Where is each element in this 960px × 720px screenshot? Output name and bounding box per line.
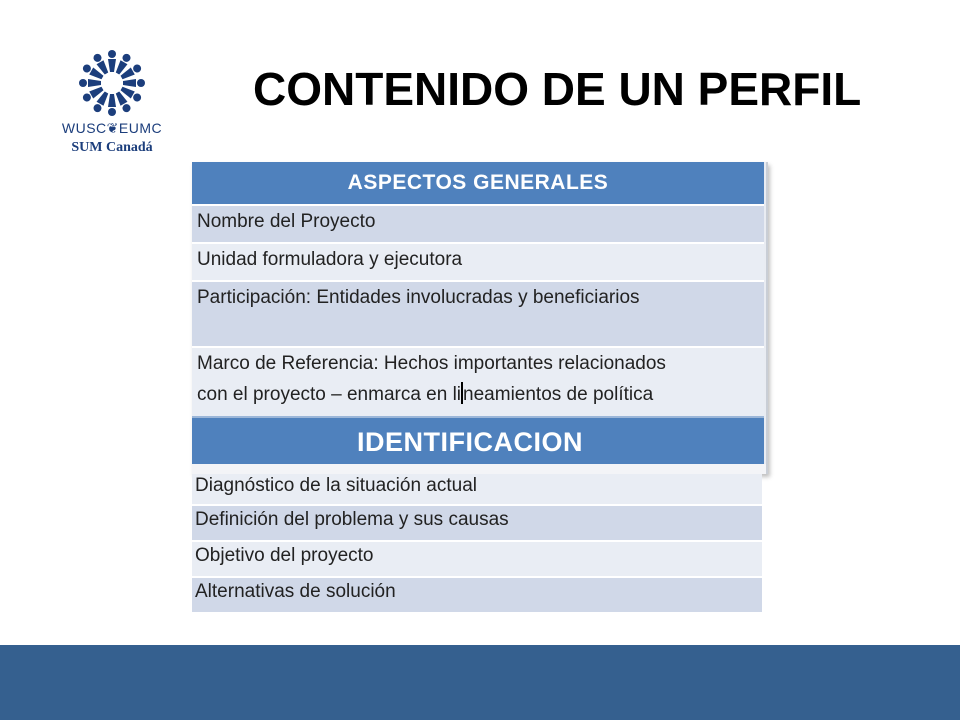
identificacion-table: [192, 474, 762, 616]
table-row: [192, 346, 764, 416]
table-row: [192, 204, 764, 242]
snowflake-people-icon: [77, 48, 147, 118]
aspectos-generales-table: [192, 162, 768, 474]
logo-text: WUSC❦EUMC: [61, 120, 163, 136]
row-text: Marco de Referencia: Hechos importantes relacionados: [197, 353, 666, 374]
table-row: Objetivo del proyecto: [192, 542, 762, 578]
logo-subtext: SUM Canadá: [71, 140, 153, 155]
row-text: Unidad formuladora y ejecutora: [197, 249, 463, 270]
row-text: Nombre del Proyecto: [197, 211, 376, 232]
table-row: Alternativas de solución: [192, 578, 762, 614]
row-text: con el proyecto – enmarca en li neamientos de política: [197, 384, 654, 405]
table-header: ASPECTOS GENERALES: [192, 162, 764, 204]
section-band: IDENTIFICACION: [192, 416, 764, 464]
row-text: Participación: Entidades involucradas y beneficiarios: [197, 287, 640, 308]
table-row: [192, 280, 764, 346]
table-bottom-edge: [192, 464, 766, 474]
wusc-eumc-logo: [52, 48, 172, 168]
table-row: Diagnóstico de la situación actual: [192, 474, 762, 506]
page-title: CONTENIDO DE UN PERFIL: [253, 63, 862, 115]
table-row: Definición del problema y sus causas: [192, 506, 762, 542]
footer-bar: [0, 645, 960, 720]
table-row: [192, 242, 764, 280]
